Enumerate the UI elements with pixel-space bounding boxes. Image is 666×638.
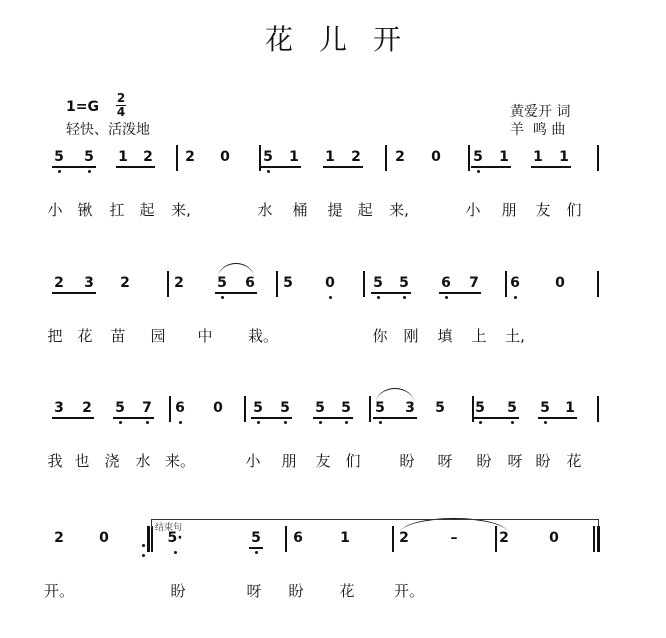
note: 6 (441, 275, 451, 291)
eighth-underline (439, 292, 481, 294)
lower-octave-dot (329, 296, 332, 299)
lyric-syllable: 水 (135, 452, 151, 470)
note: 5 (341, 400, 351, 416)
note: 5 (115, 400, 125, 416)
note: 3 (84, 275, 94, 291)
repeat-dot (142, 544, 145, 547)
lyric-syllable: 盼 (476, 452, 492, 470)
note: 6 (245, 275, 255, 291)
lower-octave-dot (58, 170, 61, 173)
tie-arc (376, 388, 414, 403)
note: 2 (120, 275, 130, 291)
note: 0 (213, 400, 223, 416)
eighth-underline (249, 547, 263, 549)
bar-line (363, 271, 365, 297)
lower-octave-dot (403, 296, 406, 299)
bar-line (495, 526, 497, 552)
note: 5 (84, 149, 94, 165)
bar-line (285, 526, 287, 552)
lower-octave-dot (255, 551, 258, 554)
lyricist-credit: 黄爱开 词 (510, 104, 571, 120)
lyric-syllable: 起 (139, 201, 155, 219)
lower-octave-dot (267, 170, 270, 173)
note: 1 (340, 530, 350, 546)
note: 2 (399, 530, 409, 546)
lyric-syllable: 呀 (507, 452, 523, 470)
note: 2 (395, 149, 405, 165)
eighth-underline (215, 292, 257, 294)
lyric-syllable: 桶 (292, 201, 308, 219)
lyric-syllable: 友 (535, 201, 551, 219)
bar-line (597, 396, 599, 422)
note: 2 (351, 149, 361, 165)
note: 5 (263, 149, 273, 165)
note: – (450, 530, 458, 546)
bar-line (151, 526, 153, 552)
note: 3 (405, 400, 415, 416)
lower-octave-dot (119, 421, 122, 424)
repeat-dot (142, 554, 145, 557)
lyric-syllable: 园 (150, 327, 166, 345)
bar-line (147, 526, 150, 552)
eighth-underline (52, 166, 96, 168)
note: 1 (325, 149, 335, 165)
bar-line (597, 526, 600, 552)
note: 5 (373, 275, 383, 291)
lyric-syllable: 小 (245, 452, 261, 470)
bar-line (259, 145, 261, 171)
lyric-syllable: 盼 (170, 582, 186, 600)
bar-line (369, 396, 371, 422)
eighth-underline (52, 417, 94, 419)
note: 5 (540, 400, 550, 416)
note: 1 (559, 149, 569, 165)
note: 5 (507, 400, 517, 416)
bar-line (505, 271, 507, 297)
note: 2 (499, 530, 509, 546)
lyric-syllable: 苗 (110, 327, 126, 345)
eighth-underline (323, 166, 363, 168)
note: 1 (533, 149, 543, 165)
lower-octave-dot (514, 296, 517, 299)
time-signature-bottom: 4 (116, 105, 126, 119)
note: 6 (510, 275, 520, 291)
lyric-syllable: 浇 (104, 452, 120, 470)
note: 2 (185, 149, 195, 165)
eighth-underline (116, 166, 155, 168)
lyric-syllable: 盼 (288, 582, 304, 600)
lyric-syllable: 开。 (44, 582, 75, 600)
lyric-syllable: 提 (327, 201, 343, 219)
lyric-syllable: 栽。 (248, 327, 279, 345)
lyric-syllable: 们 (566, 201, 582, 219)
lyric-syllable: 来。 (165, 452, 196, 470)
note: 0 (99, 530, 109, 546)
lower-octave-dot (445, 296, 448, 299)
note: 5 (280, 400, 290, 416)
bar-line (468, 145, 470, 171)
lyric-syllable: 填 (437, 327, 453, 345)
lyric-syllable: 开。 (394, 582, 425, 600)
tie-arc (218, 263, 254, 278)
eighth-underline (473, 417, 519, 419)
eighth-underline (471, 166, 511, 168)
lyric-syllable: 中 (197, 327, 213, 345)
lower-octave-dot (379, 421, 382, 424)
note: 2 (174, 275, 184, 291)
composer-credit: 羊 鸣 曲 (510, 122, 566, 138)
lower-octave-dot (146, 421, 149, 424)
lyric-syllable: 水 (257, 201, 273, 219)
lyric-syllable: 把 (47, 327, 63, 345)
tempo-marking: 轻快、活泼地 (66, 122, 150, 138)
lower-octave-dot (221, 296, 224, 299)
note: 2 (54, 530, 64, 546)
note: 7 (142, 400, 152, 416)
lyric-syllable: 盼 (399, 452, 415, 470)
ending-marker-label: 结束句 (155, 523, 183, 533)
bar-line (276, 271, 278, 297)
lyric-syllable: 朋 (501, 201, 517, 219)
lyric-syllable: 们 (345, 452, 361, 470)
note: 5 (475, 400, 485, 416)
note: 2 (82, 400, 92, 416)
lower-octave-dot (174, 551, 177, 554)
lyric-syllable: 起 (357, 201, 373, 219)
note: 5 (399, 275, 409, 291)
note: 5 (315, 400, 325, 416)
eighth-underline (538, 417, 577, 419)
note: 0 (549, 530, 559, 546)
lyric-syllable: 我 (47, 452, 63, 470)
bar-line (167, 271, 169, 297)
lyric-syllable: 上 (471, 327, 487, 345)
note: 0 (325, 275, 335, 291)
lower-octave-dot (284, 421, 287, 424)
lyric-syllable: 盼 (535, 452, 551, 470)
lyric-syllable: 朋 (281, 452, 297, 470)
note: 5 (435, 400, 445, 416)
note: 2 (54, 275, 64, 291)
lower-octave-dot (88, 170, 91, 173)
note: 0 (555, 275, 565, 291)
note: 1 (289, 149, 299, 165)
bar-line (385, 145, 387, 171)
eighth-underline (52, 292, 96, 294)
lower-octave-dot (377, 296, 380, 299)
note: 0 (220, 149, 230, 165)
lower-octave-dot (319, 421, 322, 424)
lyric-syllable: 扛 (109, 201, 125, 219)
lyric-syllable: 来, (389, 201, 409, 219)
bar-line (169, 396, 171, 422)
note: 5 (251, 530, 261, 546)
lyric-syllable: 土, (505, 327, 525, 345)
ending-bracket (151, 519, 599, 528)
note: 0 (431, 149, 441, 165)
note: 6 (175, 400, 185, 416)
song-title: 花儿开 (264, 23, 427, 56)
note: 3 (54, 400, 64, 416)
lyric-syllable: 友 (315, 452, 331, 470)
lyric-syllable: 锹 (77, 201, 93, 219)
note: 5 (283, 275, 293, 291)
lyric-syllable: 也 (74, 452, 90, 470)
lyric-syllable: 你 (372, 327, 388, 345)
eighth-underline (531, 166, 571, 168)
time-signature (114, 92, 128, 119)
note: 2 (143, 149, 153, 165)
note: 5 (473, 149, 483, 165)
lyric-syllable: 花 (566, 452, 582, 470)
note: 7 (469, 275, 479, 291)
bar-line (597, 271, 599, 297)
eighth-underline (371, 292, 411, 294)
note: 1 (499, 149, 509, 165)
time-signature-top: 2 (116, 91, 126, 105)
bar-line (593, 526, 595, 552)
note: 1 (118, 149, 128, 165)
eighth-underline (313, 417, 353, 419)
eighth-underline (261, 166, 301, 168)
lyric-syllable: 来, (171, 201, 191, 219)
eighth-underline (113, 417, 154, 419)
note: 5 (54, 149, 64, 165)
note: 1 (565, 400, 575, 416)
lower-octave-dot (511, 421, 514, 424)
lyric-syllable: 呀 (437, 452, 453, 470)
lower-octave-dot (479, 421, 482, 424)
bar-line (597, 145, 599, 171)
eighth-underline (251, 417, 292, 419)
lyric-syllable: 花 (339, 582, 355, 600)
note: 6 (293, 530, 303, 546)
note: 5 (375, 400, 385, 416)
bar-line (472, 396, 474, 422)
lyric-syllable: 小 (465, 201, 481, 219)
lyric-syllable: 刚 (403, 327, 419, 345)
lyric-syllable: 呀 (246, 582, 262, 600)
key-signature: 1=G (66, 99, 99, 115)
lower-octave-dot (345, 421, 348, 424)
lyric-syllable: 小 (47, 201, 63, 219)
bar-line (176, 145, 178, 171)
bar-line (392, 526, 394, 552)
lyric-syllable: 花 (77, 327, 93, 345)
lower-octave-dot (477, 170, 480, 173)
lower-octave-dot (544, 421, 547, 424)
bar-line (244, 396, 246, 422)
lower-octave-dot (257, 421, 260, 424)
eighth-underline (373, 417, 417, 419)
note: 5· (167, 530, 183, 546)
note: 5 (217, 275, 227, 291)
note: 5 (253, 400, 263, 416)
lower-octave-dot (179, 421, 182, 424)
